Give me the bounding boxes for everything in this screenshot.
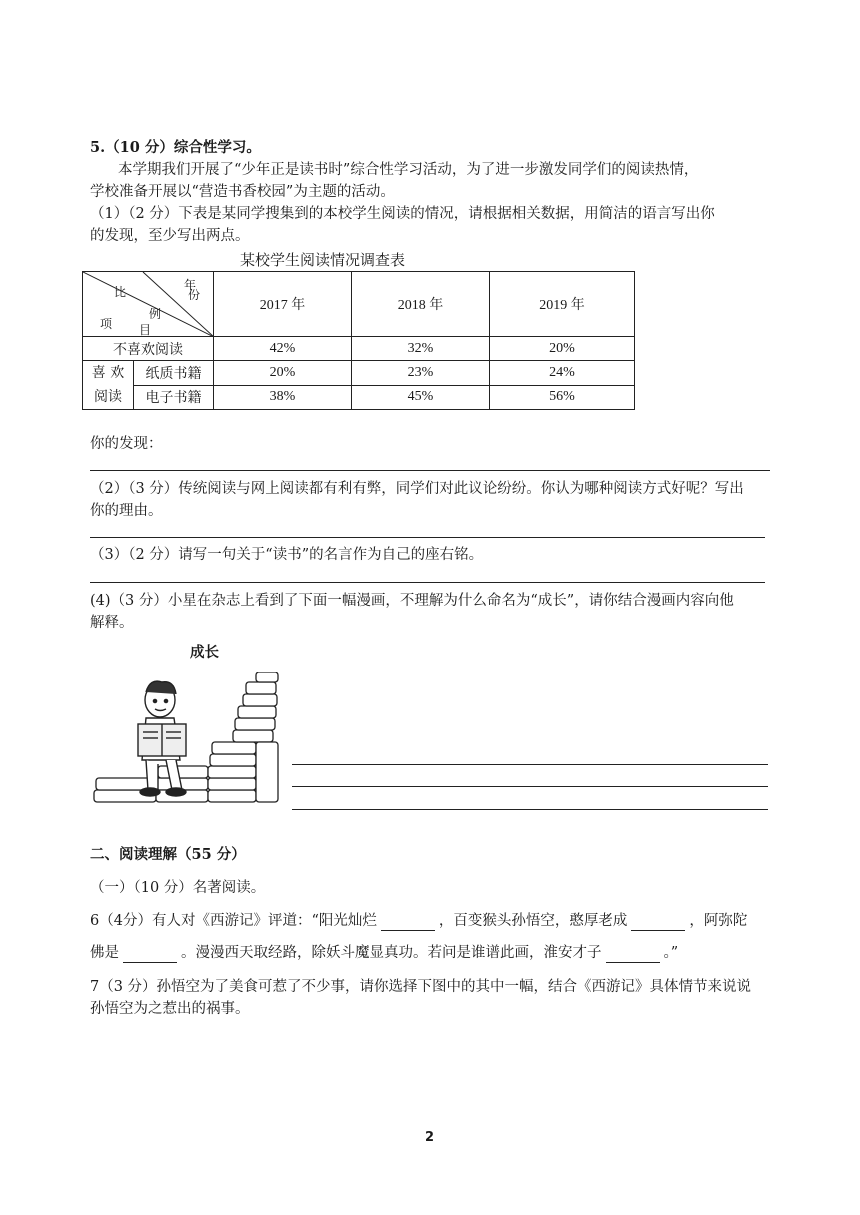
q5-sub1-line1: （1）（2 分）下表是某同学搜集到的本校学生阅读的情况，请根据相关数据，用简洁的语言写出你 bbox=[90, 206, 715, 222]
section2-part1: （一）（10 分）名著阅读。 bbox=[90, 880, 266, 896]
answer-line[interactable] bbox=[292, 809, 768, 810]
cell-value: 24% bbox=[490, 361, 635, 386]
cell-value: 38% bbox=[214, 385, 352, 410]
q5-title: 5.（10 分）综合性学习。 bbox=[90, 139, 261, 156]
q6-line1 bbox=[90, 911, 747, 931]
diagonal-header-cell bbox=[83, 272, 214, 337]
diag-nian: 年 bbox=[184, 278, 197, 292]
q7-line2: 孙悟空为之惹出的祸事。 bbox=[90, 1001, 250, 1017]
like-label-1: 喜 欢 bbox=[91, 365, 125, 381]
q5-intro-1: 本学期我们开展了“少年正是读书时”综合性学习活动，为了进一步激发同学们的阅读热情， bbox=[118, 162, 699, 178]
table-header-row bbox=[83, 272, 635, 337]
cell-value: 42% bbox=[214, 337, 352, 361]
diag-bi: 比 bbox=[114, 285, 127, 299]
diag-xiang: 项 bbox=[100, 317, 113, 331]
diag-li: 例 bbox=[149, 307, 162, 321]
cell-value: 20% bbox=[214, 361, 352, 386]
survey-table bbox=[82, 271, 635, 410]
q6-text-b: ，百变猴头孙悟空，憨厚老成 bbox=[438, 913, 628, 929]
fill-blank[interactable] bbox=[381, 916, 435, 931]
fill-blank[interactable] bbox=[631, 916, 685, 931]
row-label-dislike: 不喜欢阅读 bbox=[83, 337, 214, 361]
answer-line[interactable] bbox=[90, 537, 765, 538]
q6-text-f: 。” bbox=[663, 945, 679, 961]
fill-blank[interactable] bbox=[123, 948, 177, 963]
q5-sub2-line1: （2）（3 分）传统阅读与网上阅读都有利有弊，同学们对此议论纷纷。你认为哪种阅读方式好呢？写出 bbox=[90, 481, 744, 497]
cell-value: 32% bbox=[352, 337, 490, 361]
q6-text-c: ，阿弥陀 bbox=[689, 913, 748, 929]
like-label-2: 阅读 bbox=[94, 389, 122, 405]
q5-sub4-line1: (4)（3 分）小星在杂志上看到了下面一幅漫画，不理解为什么命名为“成长”，请你结合漫画内容向他 bbox=[90, 593, 734, 609]
diag-fen: 份 bbox=[188, 288, 201, 302]
cell-value: 23% bbox=[352, 361, 490, 386]
q5-sub3: （3）（2 分）请写一句关于“读书”的名言作为自己的座右铭。 bbox=[90, 547, 484, 563]
q7-line1: 7（3 分）孙悟空为了美食可惹了不少事，请你选择下图中的其中一幅，结合《西游记》具体情节来说说 bbox=[90, 979, 752, 995]
year-2019: 2019 年 bbox=[490, 272, 635, 337]
section2-title: 二、阅读理解（55 分） bbox=[90, 846, 246, 863]
table-row bbox=[83, 361, 635, 386]
q5-intro-2: 学校准备开展以“营造书香校园”为主题的活动。 bbox=[90, 184, 395, 200]
table-row bbox=[83, 385, 635, 410]
row-label-paper: 纸质书籍 bbox=[134, 361, 214, 386]
q6-text-d: 佛是 bbox=[90, 945, 119, 961]
cell-value: 45% bbox=[352, 385, 490, 410]
comic-title: 成长 bbox=[190, 644, 219, 661]
year-2018: 2018 年 bbox=[352, 272, 490, 337]
answer-line[interactable] bbox=[90, 582, 765, 583]
cell-value: 56% bbox=[490, 385, 635, 410]
q5-sub1-line2: 的发现，至少写出两点。 bbox=[90, 228, 250, 244]
q6-line2 bbox=[90, 943, 678, 963]
fill-blank[interactable] bbox=[606, 948, 660, 963]
q5-sub4-line2: 解释。 bbox=[90, 615, 134, 631]
diag-mu: 目 bbox=[139, 323, 152, 337]
table-row bbox=[83, 337, 635, 361]
finding-label: 你的发现： bbox=[90, 436, 163, 452]
cell-value: 20% bbox=[490, 337, 635, 361]
q6-text-a: 6（4分）有人对《西游记》评道：“阳光灿烂 bbox=[90, 913, 377, 929]
year-2017: 2017 年 bbox=[214, 272, 352, 337]
answer-line[interactable] bbox=[292, 764, 768, 765]
row-group-like bbox=[83, 361, 134, 410]
answer-line[interactable] bbox=[90, 470, 770, 471]
page-number: 2 bbox=[425, 1130, 435, 1145]
row-label-ebook: 电子书籍 bbox=[134, 385, 214, 410]
comic-growth-illustration bbox=[88, 672, 288, 822]
q6-text-e: 。漫漫西天取经路，除妖斗魔显真功。若问是谁谱此画，淮安才子 bbox=[181, 945, 602, 961]
answer-line[interactable] bbox=[292, 786, 768, 787]
table-caption: 某校学生阅读情况调查表 bbox=[240, 251, 406, 269]
q5-sub2-line2: 你的理由。 bbox=[90, 503, 163, 519]
